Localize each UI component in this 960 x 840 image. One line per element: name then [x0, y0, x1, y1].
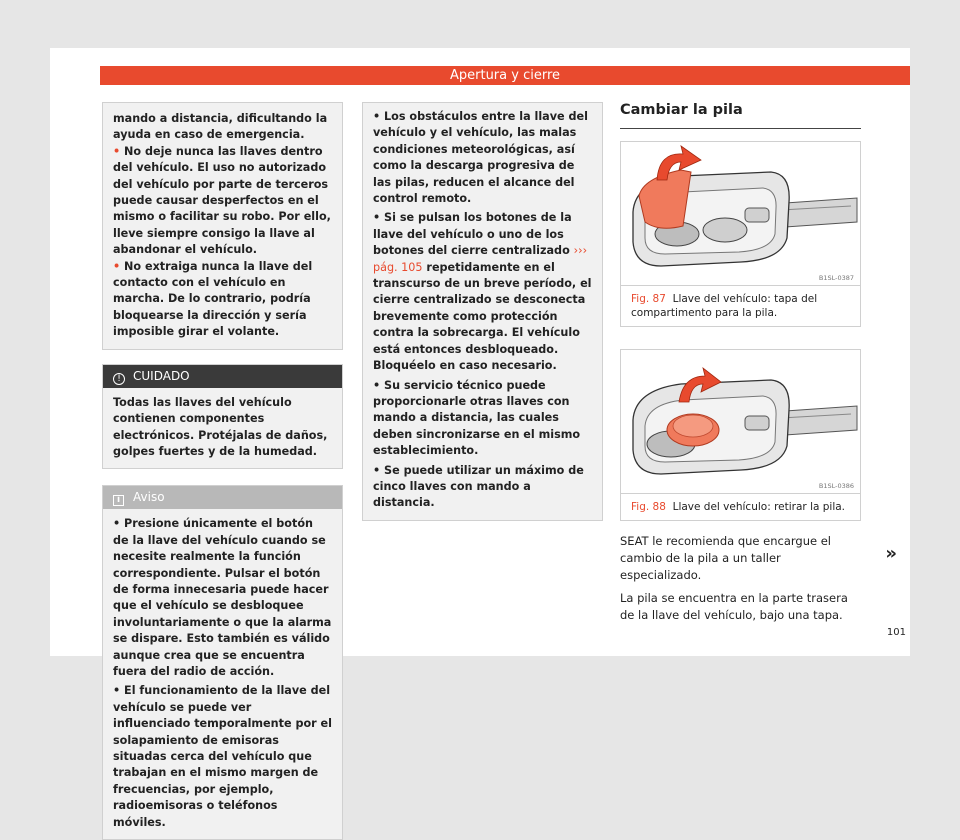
exclamation-icon: !: [113, 373, 125, 385]
figure-code: B1SL-0387: [818, 274, 854, 282]
bullet-icon: •: [113, 517, 125, 531]
bullet-icon: •: [373, 378, 385, 392]
figure-caption: Fig. 87 Llave del vehículo: tapa del compartimento para la pila.: [621, 285, 860, 326]
caution-text: Todas las llaves del vehículo contienen componentes electrónicos. Protéjalas de daños, golpes fuertes y de la humedad.: [103, 388, 342, 469]
bullet-icon: •: [373, 211, 385, 225]
key-battery-removal-image: [621, 350, 860, 493]
chapter-header: Apertura y cierre: [100, 66, 910, 85]
note-title: Aviso: [133, 490, 165, 505]
warning-item: • Si se pulsan los botones de la llave del vehículo o uno de los botones del cierre centralizado ››› pág. 105 repetidamente en el transcurso de un breve período, el cierre centralizado se desconecta brevemente como protección contra la sobrecarga. El vehículo está entonces desbloqueado. Bloquéelo en caso necesario.: [373, 211, 592, 373]
figure-87: [620, 141, 861, 327]
page-number: 101: [886, 627, 906, 638]
section-title: Cambiar la pila: [620, 102, 861, 129]
column-1: [102, 102, 343, 840]
column-2: [362, 102, 603, 521]
body-text: [620, 533, 861, 624]
caution-box: [102, 364, 343, 470]
figure-88: [620, 349, 861, 521]
paragraph: La pila se encuentra en la parte trasera de la llave del vehículo, bajo una tapa.: [620, 591, 848, 622]
note-body: [103, 509, 342, 839]
warning-item: • Se puede utilizar un máximo de cinco llaves con mando a distancia.: [373, 463, 584, 510]
bullet-icon: •: [373, 110, 385, 123]
warning-text: mando a distancia, dificultando la ayuda en caso de emergencia.: [113, 112, 328, 142]
figure-label: Fig. 87: [631, 293, 666, 305]
warning-item: • Los obstáculos entre la llave del vehículo y el vehículo, las malas condiciones meteorológicas, así como la descarga progresiva de las pilas, reducen el alcance del control remoto.: [373, 110, 588, 206]
caution-header: [103, 365, 342, 388]
page: [50, 48, 910, 829]
continue-mark: »: [885, 543, 897, 564]
key-battery-cover-image: [621, 142, 860, 285]
bullet-icon: •: [113, 684, 125, 698]
figure-code: B1SL-0386: [818, 482, 854, 490]
figure-label: Fig. 88: [631, 501, 666, 513]
info-icon: i: [113, 495, 124, 506]
warning-item: • No extraiga nunca la llave del contacto con el vehículo en marcha. De lo contrario, podría bloquearse la dirección y sería imposible girar el volante.: [113, 259, 313, 339]
warning-continuation: [102, 102, 343, 350]
warning-item: • No deje nunca las llaves dentro del vehículo. El uso no autorizado del vehículo por parte de terceros puede causar desperfectos en el mismo o facilitar su robo. Por ello, lleve siempre consigo la llave al abandonar el vehículo.: [113, 144, 331, 257]
note-item: • El funcionamiento de la llave del vehículo se puede ver influenciado temporalmente por el solapamiento de emisoras situadas cerca del vehículo que trabajan en el mismo margen de frecuencias, por ejemplo, radioemisoras o teléfonos móviles.: [113, 684, 332, 829]
column-3: [620, 102, 861, 630]
figure-caption: Fig. 88 Llave del vehículo: retirar la pila.: [621, 493, 860, 520]
warning-item: • Su servicio técnico puede proporcionarle otras llaves con mando a distancia, las cuales deben sincronizarse en el mismo establecimiento.: [373, 378, 581, 458]
caution-title: CUIDADO: [133, 368, 190, 383]
note-header: [103, 486, 342, 509]
bullet-icon: •: [113, 259, 125, 273]
page-reference-link[interactable]: ››› pág. 105: [373, 244, 588, 274]
note-box: [102, 485, 343, 840]
warning-list: [362, 102, 603, 521]
note-item: • Presione únicamente el botón de la llave del vehículo cuando se necesite realmente la función correspondiente. Pulsar el botón de forma innecesaria puede hacer que el vehículo se desbloquee involuntariamente o que la alarma se dispare. Esto también es válido aunque crea que se encuentra fuera del radio de acción.: [113, 517, 332, 678]
paragraph: SEAT le recomienda que encargue el cambio de la pila a un taller especializado.: [620, 534, 831, 582]
bullet-icon: •: [373, 463, 385, 477]
bullet-icon: •: [113, 144, 125, 158]
